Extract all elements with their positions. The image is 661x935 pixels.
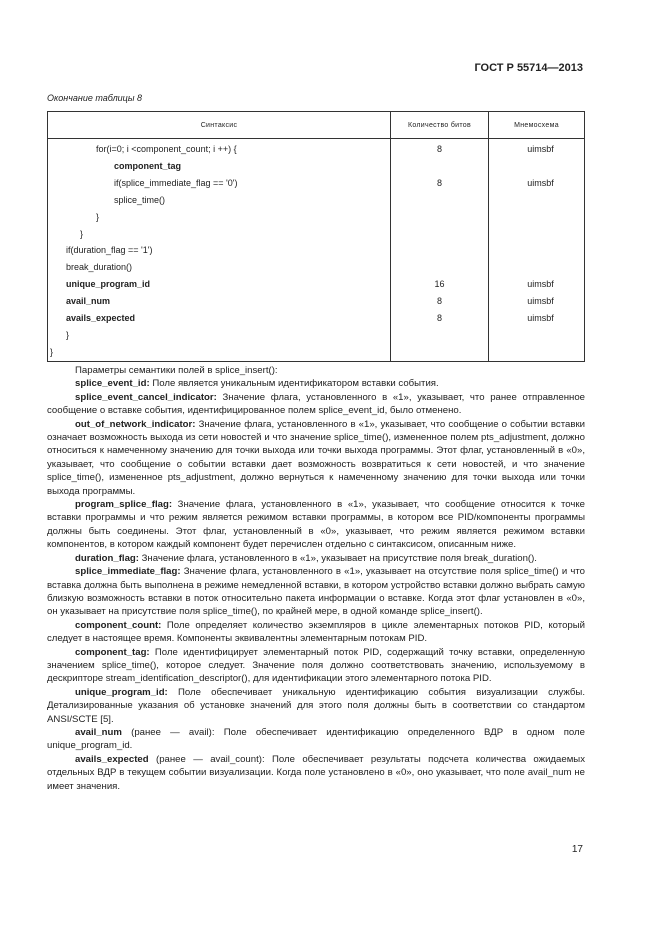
mnemonic-cell: uimsbf [489, 310, 585, 327]
table-row [48, 226, 585, 243]
table-row [48, 327, 585, 344]
bits-cell: 8 [391, 139, 489, 158]
header-bits: Количество битов [391, 112, 489, 139]
field-description [47, 418, 585, 498]
mnemonic-cell [489, 242, 585, 259]
field-description [47, 753, 585, 793]
syntax-cell: avail_num [48, 293, 391, 310]
table-row [48, 139, 585, 158]
syntax-cell: splice_time() [48, 192, 391, 209]
field-term: component_count: [75, 619, 162, 631]
semantics-intro: Параметры семантики полей в splice_insert(): [75, 365, 278, 376]
field-text: Значение флага, установленного в «1», указывает, что сообщение о событии вставки означает возможность выхода из сети новостей и что значение splice_time(), измененное полем pts_adjustment, должно относиться к намеченному значению для точки выхода или точки выхода программы. Этот флаг, установленный в «0», указывает, что сообщение о событии вставки дает возможность возвратиться к сети новостей, и что значение splice_time(), измененное pts_adjustment, должно вернуться к намеченному значению для точки выхода или точки выхода программы. [47, 418, 585, 497]
field-text: Значение флага, установленного в «1», указывает, что сообщение относится к точке вставки программы и что режим является режимом вставки программы, в котором все PID/компоненты программы должны быть соединены. Этот флаг, установленный в «0», указывает, что режим является режимом вставки компонентов, в котором каждый компонент будет перечислен отдельно с синтаксисом, описанным ниже. [47, 499, 585, 551]
syntax-cell: component_tag [48, 158, 391, 175]
header-syntax: Синтаксис [48, 112, 391, 139]
syntax-cell: break_duration() [48, 259, 391, 276]
field-text: (ранее — avail): Поле обеспечивает идентификацию определенного ВДР в одном поле unique_program_id. [47, 726, 585, 752]
bits-cell: 8 [391, 293, 489, 310]
field-term: unique_program_id: [75, 686, 168, 698]
header-mnemonic: Мнемосхема [489, 112, 585, 139]
bits-cell [391, 327, 489, 344]
bits-cell: 8 [391, 175, 489, 192]
field-description [47, 498, 585, 552]
bits-cell [391, 226, 489, 243]
standard-header: ГОСТ Р 55714—2013 [474, 62, 583, 74]
field-term: splice_event_id: [75, 378, 150, 390]
mnemonic-cell [489, 192, 585, 209]
syntax-cell: } [48, 327, 391, 344]
bits-cell [391, 242, 489, 259]
field-description [47, 646, 585, 686]
bits-cell: 8 [391, 310, 489, 327]
field-text: Поле определяет количество экземпляров в цикле элементарных потоков PID, который следует в настоящее время. Компоненты эквивалентны элементарным потокам PID. [47, 619, 585, 645]
field-description [47, 552, 585, 565]
field-text: Значение флага, установленного в «1», указывает, что ранее отправленное сообщение о вставке события, идентифицированное полем splice_event_id, было отменено. [47, 391, 585, 417]
field-description [47, 726, 585, 753]
field-term: program_splice_flag: [75, 499, 173, 511]
syntax-cell: unique_program_id [48, 276, 391, 293]
table-row [48, 242, 585, 259]
table-row [48, 175, 585, 192]
table-row [48, 310, 585, 327]
field-text: Поле является уникальным идентификатором вставки события. [149, 378, 439, 390]
table-caption: Окончание таблицы 8 [47, 93, 142, 103]
bits-cell [391, 259, 489, 276]
bits-cell [391, 192, 489, 209]
syntax-cell: avails_expected [48, 310, 391, 327]
field-term: splice_event_cancel_indicator: [75, 391, 217, 403]
mnemonic-cell [489, 344, 585, 361]
table-row [48, 209, 585, 226]
table-row [48, 276, 585, 293]
table-row [48, 259, 585, 276]
mnemonic-cell [489, 226, 585, 243]
mnemonic-cell [489, 209, 585, 226]
mnemonic-cell: uimsbf [489, 293, 585, 310]
field-term: avail_num [75, 726, 122, 738]
bits-cell [391, 344, 489, 361]
mnemonic-cell: uimsbf [489, 276, 585, 293]
field-term: splice_immediate_flag: [75, 566, 181, 578]
table-row [48, 192, 585, 209]
mnemonic-cell: uimsbf [489, 139, 585, 158]
table-row [48, 293, 585, 310]
field-term: avails_expected [75, 753, 149, 765]
syntax-table [47, 111, 585, 362]
syntax-cell: for(i=0; i <component_count; i ++) { [48, 139, 391, 158]
bits-cell [391, 158, 489, 175]
syntax-cell: if(splice_immediate_flag == '0') [48, 175, 391, 192]
bits-cell [391, 209, 489, 226]
page-number: 17 [571, 844, 583, 855]
mnemonic-cell [489, 158, 585, 175]
field-text: (ранее — avail_count): Поле обеспечивает результаты подсчета количества ожидаемых отдельных ВДР в текущем событии визуализации. Когда поле установлено в «0», оно указывает, что поле avail_num не имеет значения. [47, 753, 585, 792]
table-row [48, 158, 585, 175]
syntax-cell: } [48, 209, 391, 226]
bits-cell: 16 [391, 276, 489, 293]
syntax-cell: if(duration_flag == '1') [48, 242, 391, 259]
field-text: Поле идентифицирует элементарный поток PID, содержащий точку вставки, определенную значением splice_time(), которое следует. Значение поля должно соответствовать значению, используемому в дескрипторе stream_identification_descriptor(), для идентификации этого элементарного потока PID. [47, 646, 585, 685]
field-term: component_tag: [75, 646, 150, 658]
mnemonic-cell [489, 259, 585, 276]
field-description [47, 377, 585, 390]
field-description [47, 686, 585, 726]
field-text: Поле обеспечивает уникальную идентификацию события визуализации службы. Детализированные указания об установке значений для этого поля должны быть в соответствии со стандартом ANSI/SCTE [5]. [47, 686, 585, 725]
semantics-text [47, 364, 585, 793]
field-description [47, 391, 585, 418]
mnemonic-cell: uimsbf [489, 175, 585, 192]
field-text: Значение флага, установленного в «1», указывает на отсутствие поля splice_time() и что вставка должна быть выполнена в режиме немедленной вставки, в котором устройство вставки должно выбрать самую близкую возможность вставки в поток относительно пакета информации о вставке. Когда этот флаг установлен в «0», он указывает на присутствие поля splice_time(), по крайней мере, в одной команде splice_insert(). [47, 566, 585, 618]
syntax-cell: } [48, 344, 391, 361]
field-term: out_of_network_indicator: [75, 418, 196, 430]
mnemonic-cell [489, 327, 585, 344]
field-term: duration_flag: [75, 552, 139, 564]
field-description [47, 619, 585, 646]
field-text: Значение флага, установленного в «1», указывает на присутствие поля break_duration(). [138, 552, 537, 564]
table-row [48, 344, 585, 361]
field-description [47, 565, 585, 619]
syntax-cell: } [48, 226, 391, 243]
